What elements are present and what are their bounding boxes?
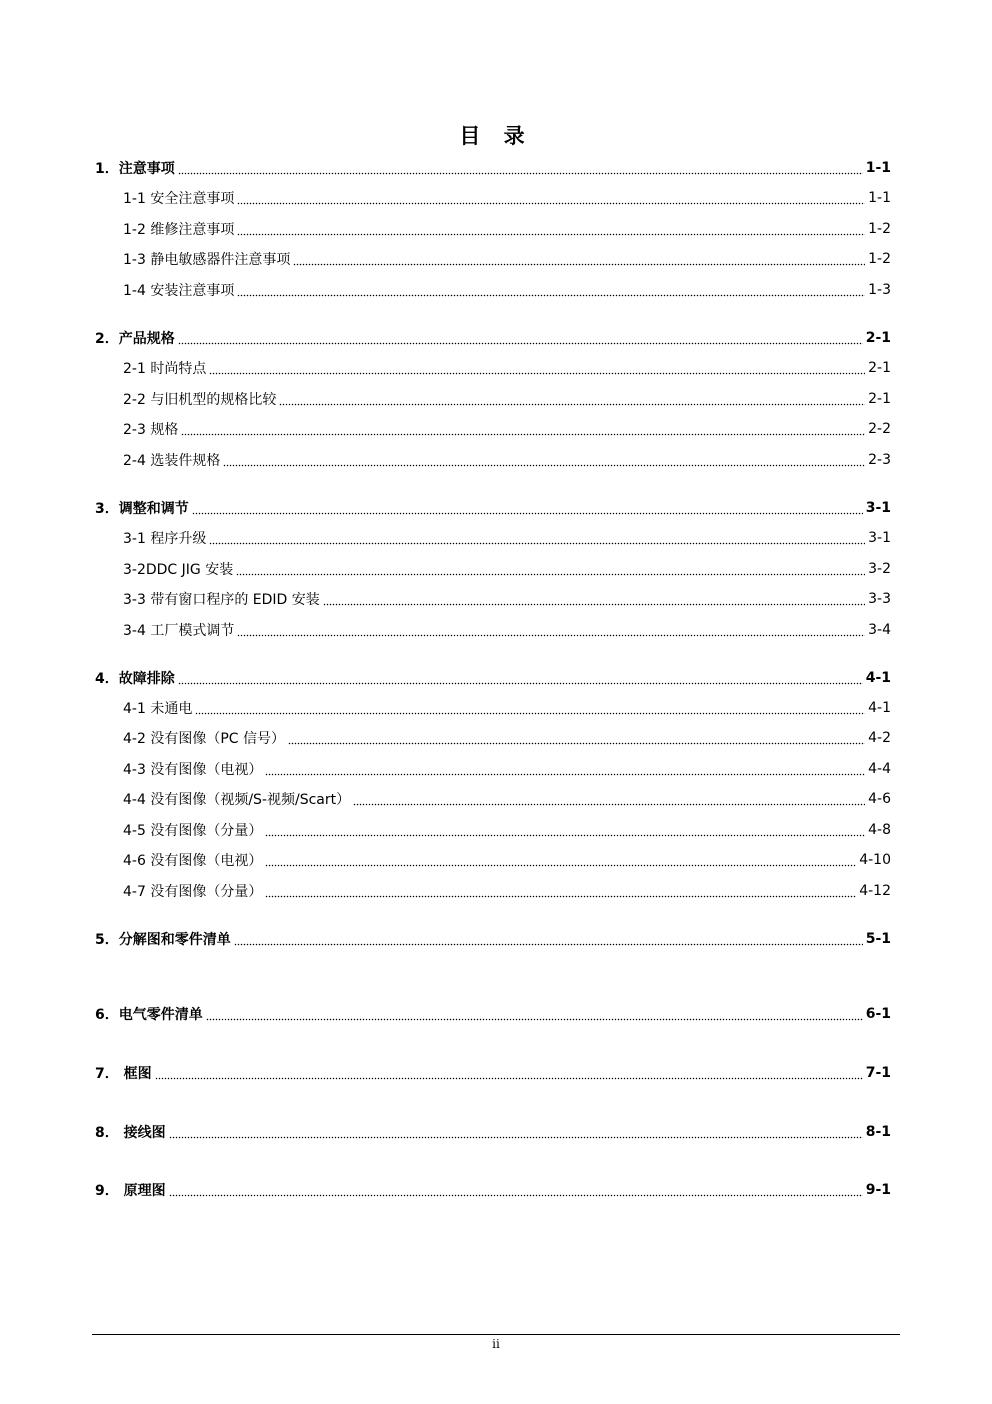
toc-entry-label: 3-1 程序升级 — [123, 531, 207, 547]
toc-subsection-entry — [123, 696, 891, 720]
toc-entry-label: 2-4 选装件规格 — [123, 453, 221, 469]
toc-entry-label: 3-4 工厂模式调节 — [123, 623, 235, 639]
toc-entry-label: 4-6 没有图像（电视） — [123, 853, 263, 869]
toc-subsection-entry — [123, 387, 891, 411]
toc-dot-leader — [353, 792, 865, 806]
toc-dot-leader — [209, 531, 865, 545]
toc-dot-leader — [237, 191, 865, 205]
toc-dot-leader — [265, 884, 856, 898]
toc-entry-page: 2-3 — [868, 452, 891, 468]
toc-entry-page: 4-10 — [859, 852, 891, 868]
toc-subsection-entry — [123, 726, 891, 750]
toc-entry-page: 4-8 — [868, 822, 891, 838]
toc-entry-label: 4-4 没有图像（视频/S-视频/Scart） — [123, 792, 351, 808]
toc-entry-label: 2．产品规格 — [95, 331, 175, 347]
toc-section-entry — [95, 496, 891, 520]
toc-subsection-entry — [123, 448, 891, 472]
toc-dot-leader — [155, 1066, 863, 1080]
toc-entry-page: 8-1 — [865, 1124, 891, 1140]
toc-entry-page: 3-3 — [868, 591, 891, 607]
toc-entry-page: 6-1 — [865, 1006, 891, 1022]
toc-entry-page: 7-1 — [865, 1065, 891, 1081]
toc-entry-page: 3-2 — [868, 561, 891, 577]
toc-dot-leader — [169, 1183, 863, 1197]
toc-entry-page: 3-1 — [868, 530, 891, 546]
toc-entry-label: 4．故障排除 — [95, 671, 175, 687]
toc-entry-page: 5-1 — [865, 931, 891, 947]
toc-entry-label: 3．调整和调节 — [95, 501, 189, 517]
toc-entry-label: 3-3 带有窗口程序的 EDID 安装 — [123, 592, 320, 608]
toc-subsection-entry — [123, 217, 891, 241]
toc-entry-label: 6．电气零件清单 — [95, 1007, 203, 1023]
toc-dot-leader — [237, 283, 865, 297]
toc-dot-leader — [234, 932, 863, 946]
toc-entry-label: 8． 接线图 — [95, 1125, 166, 1141]
toc-entry-label: 2-2 与旧机型的规格比较 — [123, 392, 277, 408]
toc-entry-label: 2-1 时尚特点 — [123, 361, 207, 377]
footer-divider — [92, 1334, 900, 1335]
toc-dot-leader — [223, 453, 865, 467]
toc-dot-leader — [178, 161, 863, 175]
toc-subsection-entry — [123, 186, 891, 210]
toc-subsection-entry — [123, 618, 891, 642]
toc-subsection-entry — [123, 557, 891, 581]
toc-dot-leader — [293, 252, 865, 266]
toc-subsection-entry — [123, 278, 891, 302]
toc-entry-label: 5．分解图和零件清单 — [95, 932, 231, 948]
toc-section-entry — [95, 1002, 891, 1026]
toc-subsection-entry — [123, 247, 891, 271]
toc-entry-label: 3-2DDC JIG 安装 — [123, 562, 234, 578]
toc-section-entry — [95, 1178, 891, 1202]
toc-entry-page: 3-4 — [868, 622, 891, 638]
toc-entry-page: 9-1 — [865, 1182, 891, 1198]
toc-entry-page: 2-1 — [868, 391, 891, 407]
toc-dot-leader — [265, 823, 865, 837]
toc-entry-page: 1-1 — [865, 160, 891, 176]
toc-entry-page: 4-4 — [868, 761, 891, 777]
toc-dot-leader — [237, 623, 865, 637]
toc-entry-label: 1-2 维修注意事项 — [123, 222, 235, 238]
toc-entry-label: 4-1 未通电 — [123, 701, 193, 717]
toc-section-entry — [95, 1061, 891, 1085]
toc-dot-leader — [237, 222, 865, 236]
toc-subsection-entry — [123, 356, 891, 380]
toc-subsection-entry — [123, 587, 891, 611]
toc-entry-page: 1-2 — [868, 221, 891, 237]
page-number: ii — [492, 1337, 500, 1351]
toc-entry-page: 4-2 — [868, 730, 891, 746]
toc-entry-label: 1．注意事项 — [95, 161, 175, 177]
toc-dot-leader — [236, 562, 865, 576]
toc-entry-label: 4-2 没有图像（PC 信号） — [123, 731, 285, 747]
toc-dot-leader — [209, 361, 865, 375]
toc-entry-label: 7． 框图 — [95, 1066, 152, 1082]
toc-dot-leader — [279, 392, 865, 406]
toc-section-entry — [95, 156, 891, 180]
toc-entry-label: 1-1 安全注意事项 — [123, 191, 235, 207]
toc-dot-leader — [192, 501, 863, 515]
toc-subsection-entry — [123, 818, 891, 842]
toc-entry-page: 1-3 — [868, 282, 891, 298]
toc-entry-label: 4-5 没有图像（分量） — [123, 823, 263, 839]
toc-entry-page: 3-1 — [865, 500, 891, 516]
toc-entry-page: 2-1 — [865, 330, 891, 346]
toc-dot-leader — [169, 1125, 863, 1139]
toc-entry-label: 4-3 没有图像（电视） — [123, 762, 263, 778]
toc-dot-leader — [323, 592, 865, 606]
toc-section-entry — [95, 1120, 891, 1144]
toc-dot-leader — [181, 422, 865, 436]
toc-subsection-entry — [123, 879, 891, 903]
toc-entry-label: 1-3 静电敏感器件注意事项 — [123, 252, 291, 268]
toc-dot-leader — [288, 731, 865, 745]
toc-entry-page: 4-6 — [868, 791, 891, 807]
page-title: 目 录 — [459, 124, 533, 148]
toc-subsection-entry — [123, 848, 891, 872]
toc-section-entry — [95, 927, 891, 951]
toc-entry-page: 4-1 — [865, 670, 891, 686]
toc-entry-label: 9． 原理图 — [95, 1183, 166, 1199]
toc-entry-page: 2-2 — [868, 421, 891, 437]
toc-entry-label: 1-4 安装注意事项 — [123, 283, 235, 299]
toc-dot-leader — [178, 331, 863, 345]
toc-section-entry — [95, 666, 891, 690]
toc-entry-page: 4-1 — [868, 700, 891, 716]
toc-dot-leader — [206, 1007, 863, 1021]
toc-subsection-entry — [123, 787, 891, 811]
toc-entry-label: 4-7 没有图像（分量） — [123, 884, 263, 900]
toc-dot-leader — [195, 701, 865, 715]
toc-subsection-entry — [123, 417, 891, 441]
toc-section-entry — [95, 326, 891, 350]
toc-dot-leader — [265, 762, 865, 776]
toc-entry-page: 4-12 — [859, 883, 891, 899]
toc-subsection-entry — [123, 526, 891, 550]
toc-entry-label: 2-3 规格 — [123, 422, 179, 438]
toc-dot-leader — [265, 853, 856, 867]
toc-subsection-entry — [123, 757, 891, 781]
toc-entry-page: 2-1 — [868, 360, 891, 376]
toc-dot-leader — [178, 671, 863, 685]
toc-entry-page: 1-1 — [868, 190, 891, 206]
toc-entry-page: 1-2 — [868, 251, 891, 267]
